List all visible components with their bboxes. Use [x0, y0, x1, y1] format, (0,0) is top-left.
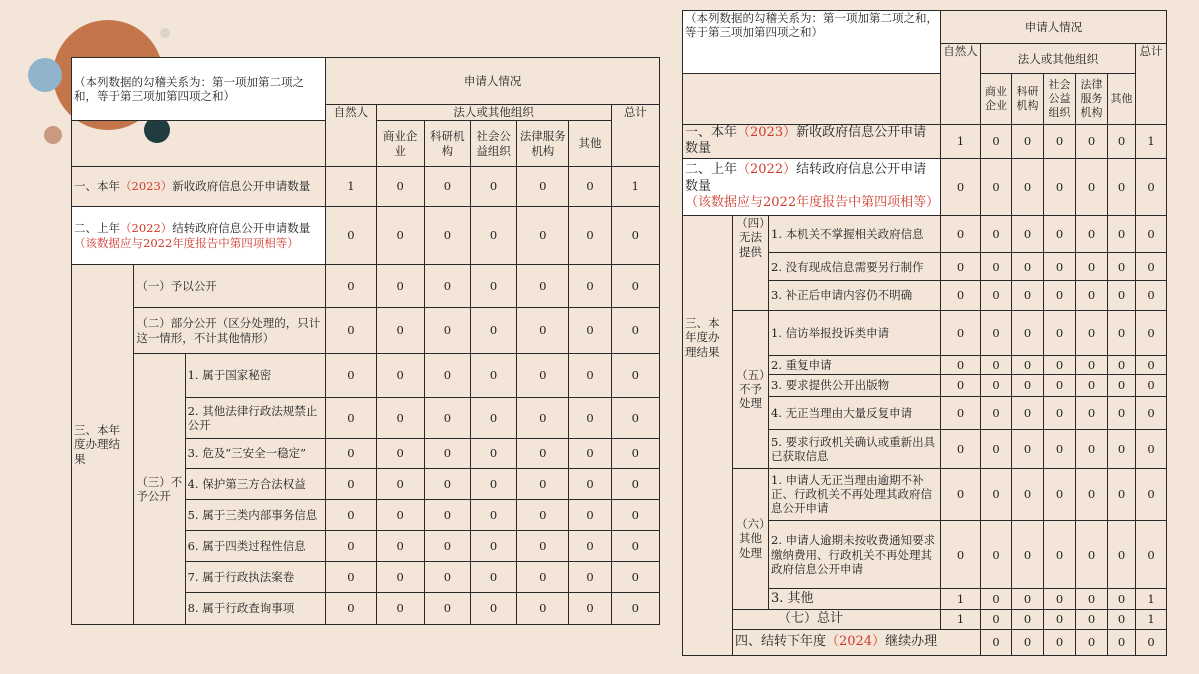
value-cell: 0	[424, 398, 470, 439]
value-cell: 0	[1012, 158, 1044, 215]
value-cell: 0	[1076, 430, 1108, 468]
value-cell: 0	[470, 207, 516, 265]
value-cell: 0	[1136, 430, 1167, 468]
value-cell: 0	[517, 562, 569, 593]
value-cell: 0	[1044, 609, 1076, 629]
value-cell: 0	[1108, 609, 1136, 629]
value-cell: 0	[376, 398, 424, 439]
value-cell: 0	[569, 167, 611, 207]
row-label: 5. 要求行政机关确认或重新出具已获取信息	[769, 430, 941, 468]
value-cell: 0	[611, 354, 659, 398]
value-cell: 0	[376, 593, 424, 625]
value-cell: 0	[941, 215, 981, 252]
value-cell: 0	[1076, 468, 1108, 520]
left-report-table	[71, 57, 660, 625]
row-label: 4. 保护第三方合法权益	[185, 469, 326, 500]
value-cell: 0	[326, 207, 376, 265]
row-label: 3. 补正后申请内容仍不明确	[769, 281, 941, 310]
note-cell: （本列数据的勾稽关系为：第一项加第二项之和，等于第三项加第四项之和）	[683, 11, 941, 74]
value-cell: 0	[981, 158, 1012, 215]
value-cell: 0	[981, 374, 1012, 396]
value-cell: 0	[424, 531, 470, 562]
value-cell: 0	[470, 531, 516, 562]
value-cell: 0	[326, 593, 376, 625]
row-label: 1. 属于国家秘密	[185, 354, 326, 398]
header-applicant: 申请人情况	[941, 11, 1167, 44]
header-natural-person: 自然人	[326, 105, 376, 167]
value-cell: 0	[941, 158, 981, 215]
value-cell: 0	[1012, 281, 1044, 310]
value-cell: 0	[569, 207, 611, 265]
value-cell: 0	[1108, 374, 1136, 396]
value-cell: 0	[376, 500, 424, 531]
header-total: 总计	[1136, 44, 1167, 125]
value-cell: 0	[1076, 124, 1108, 158]
row-label: （一）予以公开	[134, 265, 326, 308]
value-cell: 0	[981, 589, 1012, 609]
value-cell: 0	[981, 310, 1012, 355]
value-cell: 0	[1108, 310, 1136, 355]
table-row	[72, 354, 660, 398]
header-applicant: 申请人情况	[326, 58, 660, 105]
value-cell: 0	[611, 265, 659, 308]
value-cell: 0	[1076, 374, 1108, 396]
value-cell: 0	[1012, 355, 1044, 374]
value-cell: 0	[470, 265, 516, 308]
header-social: 社会公益组织	[1044, 74, 1076, 124]
value-cell: 0	[1108, 355, 1136, 374]
value-cell: 0	[424, 593, 470, 625]
row-label: 一、本年（2023）新收政府信息公开申请数量	[72, 167, 326, 207]
value-cell: 0	[470, 167, 516, 207]
value-cell: 0	[517, 500, 569, 531]
qtcl-label: （六）其他处理	[733, 468, 769, 609]
value-cell: 0	[1044, 468, 1076, 520]
header-other: 其他	[1108, 74, 1136, 124]
value-cell: 0	[611, 469, 659, 500]
value-cell: 0	[981, 215, 1012, 252]
value-cell: 0	[981, 629, 1012, 655]
value-cell: 0	[569, 265, 611, 308]
value-cell: 0	[1076, 281, 1108, 310]
value-cell: 0	[1108, 589, 1136, 609]
decor-circle-grey	[160, 28, 170, 38]
value-cell: 0	[1076, 158, 1108, 215]
value-cell: 0	[1076, 253, 1108, 281]
row-label: （七）总计	[733, 609, 941, 629]
header-natural-person: 自然人	[941, 44, 981, 125]
row-label: 6. 属于四类过程性信息	[185, 531, 326, 562]
header-research: 科研机构	[424, 121, 470, 167]
value-cell: 0	[1012, 374, 1044, 396]
row-label: 8. 属于行政查询事项	[185, 593, 326, 625]
value-cell: 0	[1044, 253, 1076, 281]
section-3-label: 三、本年度办理结果	[72, 265, 134, 625]
section-3-label: 三、本年度办理结果	[683, 215, 733, 655]
header-spacer	[683, 74, 941, 124]
value-cell: 0	[941, 430, 981, 468]
value-cell: 0	[569, 308, 611, 354]
value-cell: 0	[1136, 520, 1167, 588]
value-cell: 0	[611, 500, 659, 531]
value-cell: 0	[1012, 215, 1044, 252]
header-legal-group: 法人或其他组织	[376, 105, 611, 121]
value-cell: 0	[941, 310, 981, 355]
value-cell: 0	[376, 439, 424, 469]
value-cell: 0	[1076, 609, 1108, 629]
value-cell: 0	[569, 398, 611, 439]
header-spacer	[72, 121, 326, 167]
value-cell: 0	[1044, 589, 1076, 609]
value-cell: 0	[1108, 124, 1136, 158]
value-cell: 0	[424, 469, 470, 500]
table-row	[683, 310, 1167, 355]
value-cell: 0	[1044, 215, 1076, 252]
row-label: 2. 重复申请	[769, 355, 941, 374]
value-cell: 0	[1044, 355, 1076, 374]
value-cell: 0	[326, 500, 376, 531]
value-cell: 0	[1012, 589, 1044, 609]
value-cell: 0	[517, 354, 569, 398]
value-cell: 0	[569, 354, 611, 398]
row-label: 4. 无正当理由大量反复申请	[769, 397, 941, 430]
value-cell: 0	[424, 439, 470, 469]
value-cell: 0	[326, 398, 376, 439]
value-cell: 0	[470, 593, 516, 625]
value-cell: 0	[326, 469, 376, 500]
value-cell: 0	[941, 281, 981, 310]
value-cell: 0	[611, 308, 659, 354]
table-row	[683, 124, 1167, 158]
table-row	[683, 609, 1167, 629]
value-cell: 0	[1076, 629, 1108, 655]
table-row	[683, 629, 1167, 655]
value-cell: 0	[1012, 520, 1044, 588]
row-label: 1. 申请人无正当理由逾期不补正、行政机关不再处理其政府信息公开申请	[769, 468, 941, 520]
value-cell: 0	[1012, 468, 1044, 520]
value-cell: 0	[470, 469, 516, 500]
value-cell: 0	[1012, 430, 1044, 468]
header-research: 科研机构	[1012, 74, 1044, 124]
value-cell: 1	[1136, 609, 1167, 629]
value-cell: 0	[569, 469, 611, 500]
header-social: 社会公益组织	[470, 121, 516, 167]
wftg-label: （四）无法提供	[733, 215, 769, 310]
value-cell: 0	[1108, 468, 1136, 520]
row-label: 3. 其他	[769, 589, 941, 609]
value-cell: 0	[1012, 397, 1044, 430]
value-cell: 0	[517, 167, 569, 207]
value-cell: 1	[326, 167, 376, 207]
value-cell: 0	[326, 265, 376, 308]
value-cell: 0	[611, 593, 659, 625]
value-cell: 0	[376, 469, 424, 500]
value-cell: 0	[376, 562, 424, 593]
table-row	[683, 468, 1167, 520]
row-label: 7. 属于行政执法案卷	[185, 562, 326, 593]
value-cell: 0	[941, 468, 981, 520]
value-cell: 0	[517, 308, 569, 354]
value-cell: 0	[1136, 629, 1167, 655]
value-cell: 0	[569, 562, 611, 593]
value-cell: 0	[470, 354, 516, 398]
value-cell: 0	[1012, 310, 1044, 355]
header-legal-service: 法律服务机构	[517, 121, 569, 167]
value-cell: 0	[1108, 281, 1136, 310]
table-row	[72, 308, 660, 354]
value-cell: 0	[1012, 124, 1044, 158]
value-cell: 0	[1044, 281, 1076, 310]
value-cell: 0	[1136, 355, 1167, 374]
decor-circle-blue	[28, 58, 62, 92]
value-cell: 0	[569, 500, 611, 531]
value-cell: 0	[376, 531, 424, 562]
value-cell: 0	[1076, 520, 1108, 588]
value-cell: 0	[1108, 215, 1136, 252]
value-cell: 0	[470, 562, 516, 593]
row-label: 5. 属于三类内部事务信息	[185, 500, 326, 531]
value-cell: 0	[611, 398, 659, 439]
header-legal-group: 法人或其他组织	[981, 44, 1136, 74]
right-report-table	[682, 10, 1167, 656]
value-cell: 0	[1136, 215, 1167, 252]
value-cell: 0	[981, 124, 1012, 158]
value-cell: 0	[424, 500, 470, 531]
value-cell: 0	[1044, 124, 1076, 158]
value-cell: 0	[376, 308, 424, 354]
value-cell: 0	[981, 468, 1012, 520]
value-cell: 0	[517, 207, 569, 265]
row-label: 2. 申请人逾期未按收费通知要求缴纳费用、行政机关不再处理其政府信息公开申请	[769, 520, 941, 588]
value-cell: 0	[981, 609, 1012, 629]
table-row	[72, 167, 660, 207]
value-cell: 0	[1012, 609, 1044, 629]
value-cell: 0	[1044, 397, 1076, 430]
row-label: 3. 危及“三安全一稳定”	[185, 439, 326, 469]
value-cell: 0	[326, 531, 376, 562]
value-cell: 0	[1136, 253, 1167, 281]
value-cell: 0	[1044, 520, 1076, 588]
value-cell: 1	[611, 167, 659, 207]
value-cell: 0	[611, 207, 659, 265]
value-cell: 0	[424, 265, 470, 308]
value-cell: 0	[326, 308, 376, 354]
value-cell: 0	[611, 531, 659, 562]
value-cell: 0	[376, 354, 424, 398]
value-cell: 0	[981, 397, 1012, 430]
value-cell: 0	[1108, 430, 1136, 468]
value-cell: 0	[1136, 310, 1167, 355]
value-cell: 0	[569, 593, 611, 625]
value-cell: 0	[326, 562, 376, 593]
decor-circle-tan	[44, 126, 62, 144]
row-label: 1. 本机关不掌握相关政府信息	[769, 215, 941, 252]
row-label: 一、本年（2023）新收政府信息公开申请数量	[683, 124, 941, 158]
value-cell: 1	[941, 124, 981, 158]
header-total: 总计	[611, 105, 659, 167]
header-other: 其他	[569, 121, 611, 167]
value-cell: 0	[1108, 158, 1136, 215]
value-cell: 0	[517, 398, 569, 439]
row-label: 四、结转下年度（2024）继续办理	[733, 629, 981, 655]
value-cell: 0	[569, 439, 611, 469]
value-cell: 0	[941, 253, 981, 281]
value-cell: 1	[941, 589, 981, 609]
value-cell: 0	[424, 354, 470, 398]
row-label: 3. 要求提供公开出版物	[769, 374, 941, 396]
value-cell: 0	[517, 469, 569, 500]
value-cell: 0	[569, 531, 611, 562]
value-cell: 0	[981, 355, 1012, 374]
value-cell: 0	[941, 355, 981, 374]
value-cell: 0	[1108, 629, 1136, 655]
value-cell: 0	[1044, 629, 1076, 655]
value-cell: 0	[1136, 397, 1167, 430]
value-cell: 0	[1044, 374, 1076, 396]
value-cell: 0	[424, 167, 470, 207]
value-cell: 0	[470, 398, 516, 439]
value-cell: 0	[611, 562, 659, 593]
row-label: 二、上年（2022）结转政府信息公开申请数量 （该数据应与2022年度报告中第四项相等）	[683, 158, 941, 215]
value-cell: 0	[424, 562, 470, 593]
value-cell: 0	[1108, 397, 1136, 430]
bycl-label: （五）不予处理	[733, 310, 769, 468]
value-cell: 0	[941, 520, 981, 588]
value-cell: 0	[424, 308, 470, 354]
table-row	[683, 215, 1167, 252]
value-cell: 0	[470, 439, 516, 469]
note-cell: （本列数据的勾稽关系为：第一项加第二项之和，等于第三项加第四项之和）	[72, 58, 326, 121]
value-cell: 0	[981, 253, 1012, 281]
value-cell: 0	[1044, 158, 1076, 215]
value-cell: 0	[941, 397, 981, 430]
value-cell: 0	[517, 593, 569, 625]
value-cell: 0	[326, 354, 376, 398]
value-cell: 0	[424, 207, 470, 265]
value-cell: 1	[941, 609, 981, 629]
value-cell: 0	[517, 265, 569, 308]
value-cell: 0	[981, 520, 1012, 588]
row-label: 二、上年（2022）结转政府信息公开申请数量 （该数据应与2022年度报告中第四项相等）	[72, 207, 326, 265]
value-cell: 1	[1136, 589, 1167, 609]
header-business: 商业企业	[376, 121, 424, 167]
value-cell: 0	[1012, 253, 1044, 281]
value-cell: 0	[326, 439, 376, 469]
value-cell: 0	[1076, 589, 1108, 609]
header-business: 商业企业	[981, 74, 1012, 124]
value-cell: 0	[470, 500, 516, 531]
value-cell: 0	[376, 207, 424, 265]
table-row	[72, 265, 660, 308]
value-cell: 0	[1108, 520, 1136, 588]
value-cell: 0	[981, 281, 1012, 310]
value-cell: 0	[1076, 355, 1108, 374]
value-cell: 0	[941, 374, 981, 396]
value-cell: 0	[1044, 430, 1076, 468]
value-cell: 1	[1136, 124, 1167, 158]
value-cell: 0	[1044, 310, 1076, 355]
value-cell: 0	[1076, 215, 1108, 252]
value-cell: 0	[376, 265, 424, 308]
row-label: 1. 信访举报投诉类申请	[769, 310, 941, 355]
value-cell: 0	[1076, 310, 1108, 355]
bygk-label: （三）不予公开	[134, 354, 185, 625]
row-label: 2. 没有现成信息需要另行制作	[769, 253, 941, 281]
row-label: 2. 其他法律行政法规禁止公开	[185, 398, 326, 439]
value-cell: 0	[1076, 397, 1108, 430]
value-cell: 0	[1136, 468, 1167, 520]
value-cell: 0	[611, 439, 659, 469]
value-cell: 0	[517, 439, 569, 469]
table-row	[72, 207, 660, 265]
value-cell: 0	[1012, 629, 1044, 655]
value-cell: 0	[517, 531, 569, 562]
value-cell: 0	[1136, 281, 1167, 310]
table-row	[683, 158, 1167, 215]
value-cell: 0	[376, 167, 424, 207]
value-cell: 0	[981, 430, 1012, 468]
value-cell: 0	[470, 308, 516, 354]
row-label: （二）部分公开（区分处理的，只计这一情形，不计其他情形）	[134, 308, 326, 354]
value-cell: 0	[1136, 374, 1167, 396]
value-cell: 0	[1108, 253, 1136, 281]
value-cell: 0	[1136, 158, 1167, 215]
header-legal-service: 法律服务机构	[1076, 74, 1108, 124]
